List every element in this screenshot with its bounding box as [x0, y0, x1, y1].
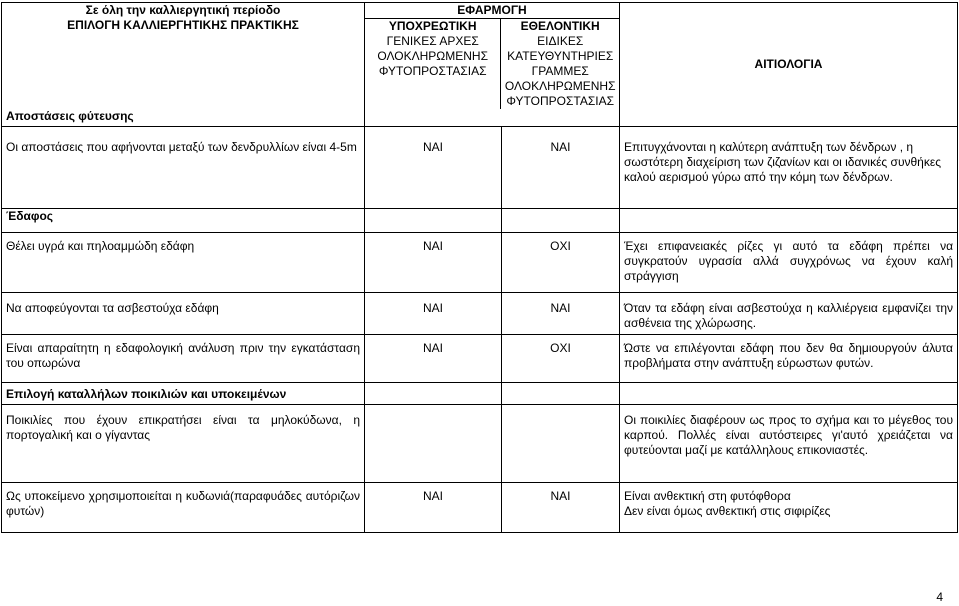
- mandatory-cell: ΝΑΙ: [365, 233, 502, 293]
- header-optional-line: ΕΘΕΛΟΝΤΙΚΗ: [520, 19, 600, 33]
- table-row: [2, 233, 958, 293]
- header-optional-line: ΓΡΑΜΜΕΣ: [531, 64, 589, 78]
- header-optional-line: ΟΛΟΚΛΗΡΩΜΕΝΗΣ: [504, 79, 616, 93]
- practice-cell: Θέλει υγρά και πηλοαμμώδη εδάφη: [2, 233, 365, 293]
- header-planting-distances: Αποστάσεις φύτευσης: [6, 109, 134, 123]
- mandatory-cell: [365, 405, 502, 483]
- reason-cell: Έχει επιφανειακές ρίζες γι αυτό τα εδάφη πρέπει να συγκρατούν υγρασία αλλά συγχρόνως να έχουν καλή στράγγιση: [620, 233, 958, 293]
- reason-cell: Οι ποικιλίες διαφέρουν ως προς το σχήμα και το μέγεθος του καρπού. Πολλές είναι αυτόστειρες γι'αυτό χρειάζεται να φυτεύονται μαζί με κατάλληλους επικονιαστές.: [620, 405, 958, 483]
- reason-line: Είναι ανθεκτική στη φυτόφθορα: [624, 489, 791, 503]
- table-row: [2, 293, 958, 335]
- practice-table: [1, 2, 958, 533]
- header-optional: [500, 19, 619, 109]
- header-reasoning: ΑΙΤΙΟΛΟΓΙΑ: [620, 3, 958, 127]
- header-mandatory: [365, 19, 500, 109]
- section-soil: Έδαφος: [2, 209, 365, 233]
- header-mandatory-line: ΦΥΤΟΠΡΟΣΤΑΣΙΑΣ: [378, 64, 487, 78]
- header-practice-cell: [2, 3, 365, 127]
- optional-cell: ΟΧΙ: [502, 335, 620, 383]
- header-mandatory-line: ΓΕΝΙΚΕΣ ΑΡΧΕΣ: [386, 34, 479, 48]
- header-optional-line: ΦΥΤΟΠΡΟΣΤΑΣΙΑΣ: [506, 94, 615, 108]
- table-row: [2, 127, 958, 209]
- practice-cell: Ποικιλίες που έχουν επικρατήσει είναι τα μηλοκύδωνα, η πορτογαλική και ο γίγαντας: [2, 405, 365, 483]
- table-row: [2, 335, 958, 383]
- header-optional-line: ΚΑΤΕΥΘΥΝΤΗΡΙΕΣ: [507, 49, 614, 63]
- practice-cell: Οι αποστάσεις που αφήνονται μεταξύ των δενδρυλλίων είναι 4-5m: [2, 127, 365, 209]
- page-number: 4: [936, 590, 943, 604]
- reason-cell: [620, 483, 958, 533]
- mandatory-cell: ΝΑΙ: [365, 293, 502, 335]
- table-row: [2, 483, 958, 533]
- optional-cell: [502, 405, 620, 483]
- header-mandatory-line: ΟΛΟΚΛΗΡΩΜΕΝΗΣ: [377, 49, 488, 63]
- practice-cell: Είναι απαραίτητη η εδαφολογική ανάλυση πριν την εγκατάσταση του οπωρώνα: [2, 335, 365, 383]
- reason-cell: Ώστε να επιλέγονται εδάφη που δεν θα δημιουργούν άλυτα προβλήματα στην ανάπτυξη εύρωστων φυτών.: [620, 335, 958, 383]
- header-period: Σε όλη την καλλιεργητική περίοδο: [85, 3, 281, 17]
- practice-cell: Ως υποκείμενο χρησιμοποιείται η κυδωνιά(παραφυάδες αυτόριζων φυτών): [2, 483, 365, 533]
- optional-cell: ΝΑΙ: [502, 293, 620, 335]
- reason-cell: Επιτυγχάνονται η καλύτερη ανάπτυξη των δένδρων , η σωστότερη διαχείριση των ζιζανίων και οι ιδανικές συνθήκες καλού αερισμού γύρω από την κόμη των δένδρων.: [620, 127, 958, 209]
- section-row: [2, 209, 958, 233]
- header-optional-line: ΕΙΔΙΚΕΣ: [537, 34, 584, 48]
- header-practice-choice: ΕΠΙΛΟΓΗ ΚΑΛΛΙΕΡΓΗΤΙΚΗΣ ΠΡΑΚΤΙΚΗΣ: [67, 18, 299, 32]
- section-varieties: Επιλογή καταλλήλων ποικιλιών και υποκειμένων: [2, 383, 365, 405]
- header-application: ΕΦΑΡΜΟΓΗ: [365, 3, 619, 19]
- optional-cell: ΝΑΙ: [502, 483, 620, 533]
- reason-cell: Όταν τα εδάφη είναι ασβεστούχα η καλλιέργεια εμφανίζει την ασθένεια της χλώρωσης.: [620, 293, 958, 335]
- header-mandatory-line: ΥΠΟΧΡΕΩΤΙΚΗ: [388, 19, 477, 33]
- section-row: [2, 383, 958, 405]
- header-application-cell: [365, 3, 620, 127]
- reason-line: Δεν είναι όμως ανθεκτική στις σιφιρίζες: [624, 504, 831, 518]
- mandatory-cell: ΝΑΙ: [365, 127, 502, 209]
- optional-cell: ΟΧΙ: [502, 233, 620, 293]
- mandatory-cell: ΝΑΙ: [365, 335, 502, 383]
- table-row: [2, 405, 958, 483]
- mandatory-cell: ΝΑΙ: [365, 483, 502, 533]
- practice-cell: Να αποφεύγονται τα ασβεστούχα εδάφη: [2, 293, 365, 335]
- table-header-row: [2, 3, 958, 127]
- optional-cell: ΝΑΙ: [502, 127, 620, 209]
